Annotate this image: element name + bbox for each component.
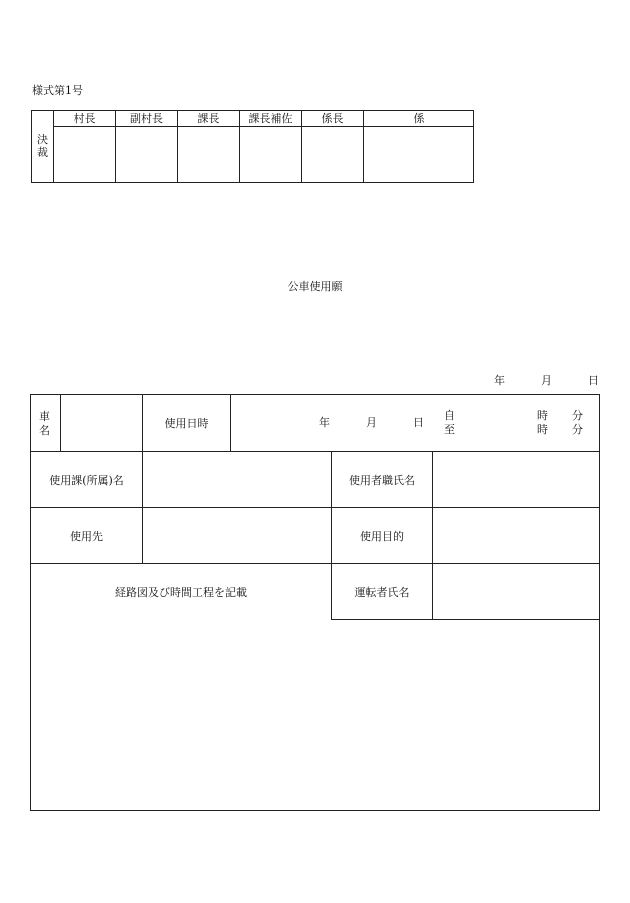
from-hour-label: 時 (537, 409, 548, 422)
approval-header-section-chief: 課長 (197, 112, 220, 125)
page-title: 公車使用願 (287, 280, 343, 293)
car-name-field[interactable] (61, 396, 142, 451)
datetime-month-label: 月 (366, 416, 377, 429)
user-name-label: 使用者職氏名 (349, 473, 415, 487)
approval-header-mayor: 村長 (73, 112, 96, 125)
approval-side-label-top: 決 (37, 133, 48, 146)
date-day-label: 日 (588, 374, 599, 387)
approval-stamp-mayor[interactable] (54, 127, 115, 182)
from-label: 自 (444, 409, 455, 422)
destination-label: 使用先 (70, 529, 103, 543)
datetime-day-label: 日 (413, 416, 424, 429)
destination-field[interactable] (143, 508, 331, 563)
approval-header-staff: 係 (413, 112, 425, 125)
car-name-label-top: 車 (39, 410, 50, 423)
to-label: 至 (444, 423, 455, 436)
user-name-field[interactable] (433, 452, 599, 507)
approval-header-deputy-mayor: 副村長 (130, 112, 163, 125)
purpose-field[interactable] (433, 508, 599, 563)
purpose-label: 使用目的 (360, 529, 404, 543)
usage-table (30, 394, 600, 811)
approval-header-subsection-chief: 係長 (321, 112, 344, 125)
datetime-year-label: 年 (319, 416, 330, 429)
date-year-label: 年 (494, 374, 505, 387)
driver-name-field[interactable] (433, 564, 599, 619)
approval-stamp-staff[interactable] (364, 127, 474, 182)
approval-header-assistant-chief: 課長補佐 (248, 112, 293, 125)
car-name-label-bottom: 名 (39, 424, 50, 437)
to-minute-label: 分 (572, 423, 583, 436)
approval-side-label-bottom: 裁 (37, 146, 48, 159)
form-number: 様式第1号 (32, 84, 83, 97)
approval-table (31, 110, 474, 183)
from-minute-label: 分 (572, 409, 583, 422)
use-datetime-label: 使用日時 (164, 417, 209, 430)
approval-stamp-deputy-mayor[interactable] (116, 127, 177, 182)
approval-stamp-assistant-chief[interactable] (240, 127, 301, 182)
route-label: 経路図及び時間工程を記載 (115, 586, 247, 599)
dept-label: 使用課(所属)名 (49, 473, 124, 487)
approval-side-label (32, 133, 53, 159)
route-map-area[interactable] (31, 620, 599, 810)
driver-label: 運転者氏名 (354, 585, 410, 599)
use-datetime-field[interactable] (231, 396, 599, 451)
dept-field[interactable] (143, 452, 331, 507)
date-month-label: 月 (541, 374, 552, 387)
approval-stamp-section-chief[interactable] (178, 127, 239, 182)
approval-stamp-subsection-chief[interactable] (302, 127, 363, 182)
to-hour-label: 時 (537, 423, 548, 436)
